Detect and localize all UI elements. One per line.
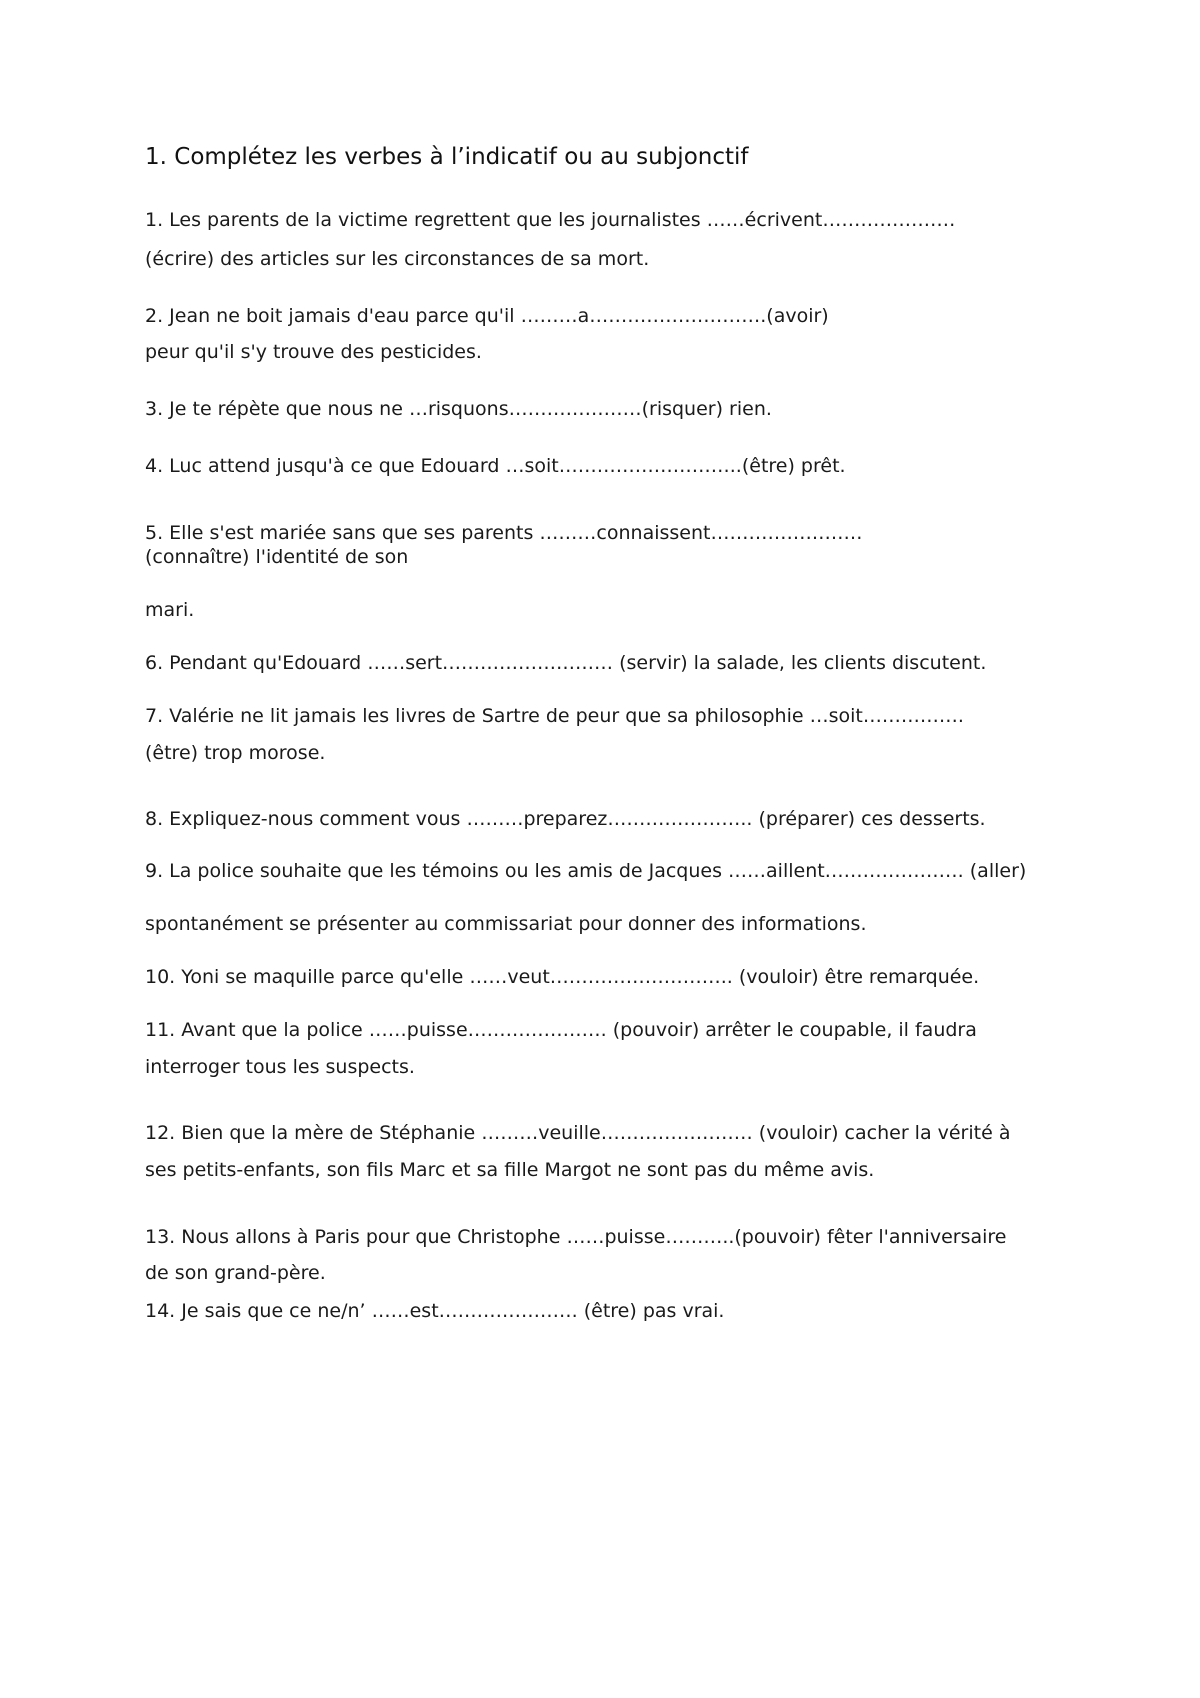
item-12-line-2: ses petits-enfants, son fils Marc et sa fille Margot ne sont pas du même avis. xyxy=(145,1159,875,1181)
item-11-line-1: 11. Avant que la police ……puisse…………………. (pouvoir) arrêter le coupable, il faudra xyxy=(145,1019,977,1041)
item-2-line-1: 2. Jean ne boit jamais d'eau parce qu'il ………a……………………….(avoir) xyxy=(145,305,829,327)
item-14-line-1: 14. Je sais que ce ne/n’ ……est…………………. (être) pas vrai. xyxy=(145,1300,725,1322)
item-1-line-1: 1. Les parents de la victime regrettent que les journalistes ……écrivent………………… xyxy=(145,209,956,231)
item-12-line-1: 12. Bien que la mère de Stéphanie ………veuille…………………… (vouloir) cacher la vérité à xyxy=(145,1122,1011,1144)
item-2-line-2: peur qu'il s'y trouve des pesticides. xyxy=(145,341,482,363)
item-10-line-1: 10. Yoni se maquille parce qu'elle ……veut……………………….. (vouloir) être remarquée. xyxy=(145,966,980,988)
item-5-line-1: 5. Elle s'est mariée sans que ses parents ………connaissent…………………… xyxy=(145,522,863,544)
exercise-title: 1. Complétez les verbes à l’indicatif ou au subjonctif xyxy=(145,144,749,170)
item-4-line-1: 4. Luc attend jusqu'à ce que Edouard …soit………………………..(être) prêt. xyxy=(145,455,846,477)
item-9-line-1: 9. La police souhaite que les témoins ou les amis de Jacques ……aillent…………………. (aller) xyxy=(145,860,1027,882)
item-7-line-1: 7. Valérie ne lit jamais les livres de Sartre de peur que sa philosophie …soit……………. xyxy=(145,705,964,727)
item-3-line-1: 3. Je te répète que nous ne …risquons…………………(risquer) rien. xyxy=(145,398,772,420)
item-8-line-1: 8. Expliquez-nous comment vous ………preparez………………….. (préparer) ces desserts. xyxy=(145,808,986,830)
item-1-line-2: (écrire) des articles sur les circonstances de sa mort. xyxy=(145,248,650,270)
item-13-line-2: de son grand-père. xyxy=(145,1262,326,1284)
item-6-line-1: 6. Pendant qu'Edouard ……sert……………………… (servir) la salade, les clients discutent. xyxy=(145,652,987,674)
item-5-line-3: mari. xyxy=(145,599,195,621)
item-7-line-2: (être) trop morose. xyxy=(145,742,326,764)
item-11-line-2: interroger tous les suspects. xyxy=(145,1056,415,1078)
item-9-line-2: spontanément se présenter au commissariat pour donner des informations. xyxy=(145,913,867,935)
item-13-line-1: 13. Nous allons à Paris pour que Christophe ……puisse………..(pouvoir) fêter l'anniversaire xyxy=(145,1226,1007,1248)
item-5-line-2: (connaître) l'identité de son xyxy=(145,546,409,568)
